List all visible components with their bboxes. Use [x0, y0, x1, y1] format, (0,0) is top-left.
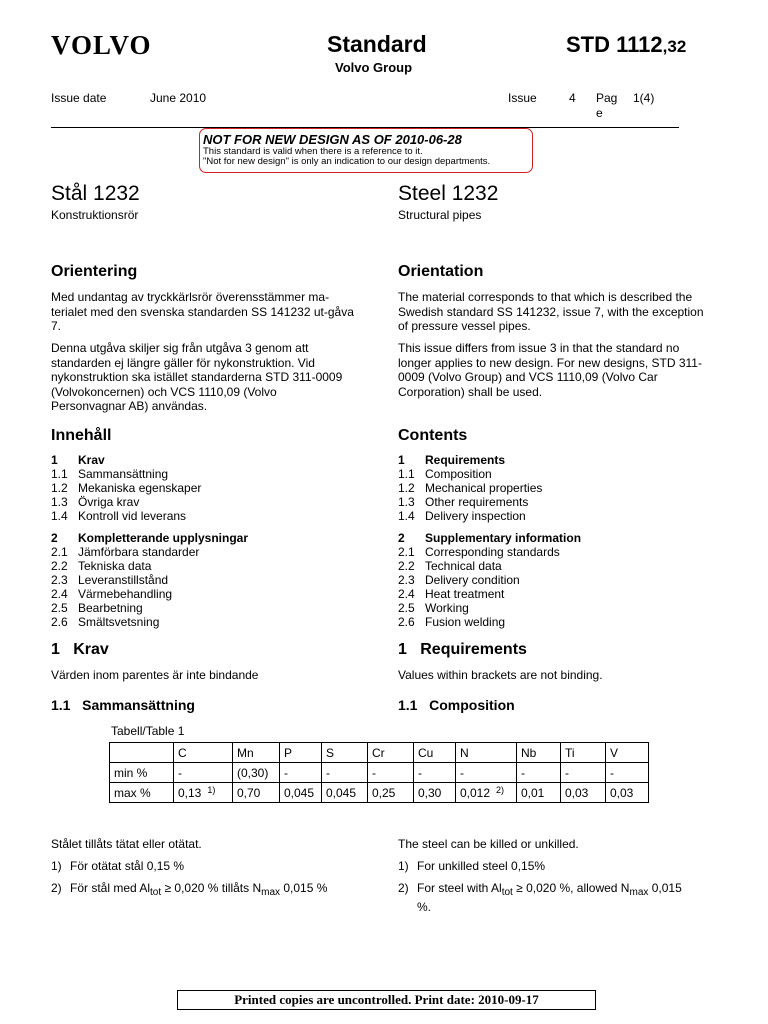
orientation-paragraph-1-en: The material corresponds to that which is described the Swedish standard SS 141232, issue 7, with the exception of pressure vessel pipes.	[398, 290, 704, 334]
toc-number: 1	[51, 453, 58, 467]
toc-item[interactable]	[51, 545, 248, 559]
toc-number: 1.4	[398, 509, 415, 523]
page-label	[596, 91, 617, 121]
title-en: Steel 1232	[398, 182, 499, 205]
toc-item[interactable]	[51, 559, 248, 573]
table-header-cell: P	[280, 743, 322, 763]
table-cell	[456, 783, 517, 803]
contents-heading-en: Contents	[398, 427, 468, 444]
composition-heading-sv: 1.1 Sammansättning	[51, 697, 195, 713]
toc-label: Mekaniska egenskaper	[78, 481, 202, 495]
page-value: 1(4)	[633, 91, 655, 105]
toc-label: Composition	[425, 467, 492, 481]
table-cell: 0,01	[517, 783, 561, 803]
toc-number: 2.1	[398, 545, 415, 559]
note-text-part: For steel with Al	[417, 881, 502, 895]
toc-label: Bearbetning	[78, 601, 143, 615]
toc-section-2-en	[398, 531, 581, 629]
subscript: max	[629, 887, 649, 898]
note-text-part: ≥ 0,020 %, allowed N	[512, 881, 630, 895]
toc-section-1-sv	[51, 453, 201, 523]
table-cell: -	[322, 763, 368, 783]
table-header-cell: N	[456, 743, 517, 763]
toc-label: Working	[425, 601, 469, 615]
toc-number: 2.6	[398, 615, 415, 629]
toc-label: Tekniska data	[78, 559, 152, 573]
note-number: 2)	[51, 881, 62, 895]
table-cell: 0,25	[368, 783, 414, 803]
table-header-row	[110, 743, 649, 763]
toc-label: Kontroll vid leverans	[78, 509, 187, 523]
toc-label: Jämförbara standarder	[78, 545, 200, 559]
toc-section-1-en	[398, 453, 542, 523]
note-text	[70, 881, 327, 900]
toc-section-2-sv	[51, 531, 248, 629]
toc-label: Requirements	[425, 453, 506, 467]
toc-label: Krav	[78, 453, 105, 467]
note-2-sv	[51, 881, 381, 900]
toc-item[interactable]	[398, 453, 542, 467]
composition-heading-en: 1.1 Composition	[398, 697, 515, 713]
notice-line-2: "Not for new design" is only an indication to our design departments.	[203, 156, 491, 167]
table-cell: -	[280, 763, 322, 783]
page-label-line1: Pag	[596, 91, 618, 105]
toc-number: 1.3	[398, 495, 415, 509]
print-footer: Printed copies are uncontrolled. Print date: 2010-09-17	[177, 990, 596, 1010]
requirements-text-sv: Värden inom parentes är inte bindande	[51, 668, 259, 682]
table-header-cell: Mn	[233, 743, 280, 763]
toc-label: Heat treatment	[425, 587, 505, 601]
toc-number: 1.2	[51, 481, 68, 495]
toc-label: Fusion welding	[425, 615, 506, 629]
toc-item[interactable]	[51, 531, 248, 545]
title-sv: Stål 1232	[51, 182, 140, 205]
requirements-text-en: Values within brackets are not binding.	[398, 668, 603, 682]
toc-item[interactable]	[398, 615, 581, 629]
standard-number	[566, 32, 686, 58]
table-cell: -	[456, 763, 517, 783]
toc-item[interactable]	[51, 481, 201, 495]
toc-item[interactable]	[398, 587, 581, 601]
subtitle-sv: Konstruktionsrör	[51, 208, 139, 222]
issue-date-value: June 2010	[150, 91, 207, 105]
toc-item[interactable]	[51, 573, 248, 587]
toc-number: 2.2	[51, 559, 68, 573]
toc-number: 1.3	[51, 495, 68, 509]
table-header-cell: C	[174, 743, 233, 763]
toc-label: Technical data	[425, 559, 502, 573]
table-header-cell: V	[606, 743, 649, 763]
table-cell: 0,30	[414, 783, 456, 803]
note-2-en	[398, 881, 683, 914]
table-header-cell: Cu	[414, 743, 456, 763]
note-text-part: 0,015 %	[280, 881, 328, 895]
table-header-cell	[110, 743, 174, 763]
notice-title: NOT FOR NEW DESIGN AS OF 2010-06-28	[203, 132, 462, 147]
note-text-part: 0,015 %.	[417, 881, 682, 914]
toc-number: 1.2	[398, 481, 415, 495]
toc-item[interactable]	[398, 531, 581, 545]
table-cell: -	[517, 763, 561, 783]
cell-value: 0,13	[178, 786, 202, 800]
toc-number: 2.3	[398, 573, 415, 587]
toc-item[interactable]	[398, 495, 542, 509]
toc-item[interactable]	[398, 467, 542, 481]
toc-number: 2.6	[51, 615, 68, 629]
note-text-part: För stål med Al	[70, 881, 151, 895]
not-for-new-design-notice	[199, 128, 533, 173]
toc-label: Sammansättning	[78, 467, 169, 481]
toc-number: 2.3	[51, 573, 68, 587]
requirements-heading-en: 1 Requirements	[398, 641, 527, 658]
table-cell: (0,30)	[233, 763, 280, 783]
orientation-paragraph-1-sv: Med undantag av tryckkärlsrör överensstämmer ma-terialet med den svenska standarden SS 141232 ut-gåva 7.	[51, 290, 354, 334]
toc-item[interactable]	[398, 481, 542, 495]
toc-item[interactable]	[51, 495, 201, 509]
toc-label: Supplementary information	[425, 531, 582, 545]
note-text: For unkilled steel 0,15%	[417, 859, 546, 873]
toc-number: 2	[51, 531, 58, 545]
document-type-subtitle: Volvo Group	[335, 60, 413, 75]
note-main-en: The steel can be killed or unkilled.	[398, 837, 579, 851]
toc-number: 1.4	[51, 509, 68, 523]
table-cell: 0,045	[322, 783, 368, 803]
orientation-heading-en: Orientation	[398, 263, 484, 280]
toc-number: 2.5	[51, 601, 68, 615]
table-header-cell: Cr	[368, 743, 414, 763]
note-number: 2)	[398, 881, 409, 895]
toc-label: Övriga krav	[78, 495, 140, 509]
contents-heading-sv: Innehåll	[51, 427, 112, 444]
issue-label: Issue	[508, 91, 537, 105]
toc-label: Leveranstillstånd	[78, 573, 169, 587]
toc-number: 2.4	[398, 587, 415, 601]
note-1-en	[398, 859, 545, 873]
toc-item[interactable]	[51, 587, 248, 601]
table-cell: -	[561, 763, 606, 783]
toc-label: Kompletterande upplysningar	[78, 531, 249, 545]
note-number: 1)	[51, 859, 62, 873]
row-label: max %	[110, 783, 174, 803]
table-header-cell: S	[322, 743, 368, 763]
toc-number: 2.1	[51, 545, 68, 559]
toc-number: 2.4	[51, 587, 68, 601]
toc-label: Delivery inspection	[425, 509, 526, 523]
table-cell: 0,045	[280, 783, 322, 803]
toc-label: Smältsvetsning	[78, 615, 160, 629]
table-row	[110, 783, 649, 803]
notice-line-1: This standard is valid when there is a reference to it.	[203, 146, 423, 157]
orientation-paragraph-2-sv: Denna utgåva skiljer sig från utgåva 3 genom att standarden ej längre gäller för nykonstruktion. Vid nykonstruktion ska istället standarderna STD 311-0009 (Volvokoncernen) och VCS 1110,09 (Volvo Personvagnar AB) användas.	[51, 341, 343, 414]
table-header-cell: Nb	[517, 743, 561, 763]
toc-item[interactable]	[51, 615, 248, 629]
toc-label: Mechanical properties	[425, 481, 543, 495]
table-cell: 0,03	[606, 783, 649, 803]
cell-value: 0,012	[460, 786, 491, 800]
toc-label: Delivery condition	[425, 573, 520, 587]
table-cell: 0,70	[233, 783, 280, 803]
note-main-sv: Stålet tillåts tätat eller otätat.	[51, 837, 202, 851]
toc-number: 2	[398, 531, 405, 545]
subscript: tot	[501, 887, 513, 898]
toc-item[interactable]	[398, 601, 581, 615]
table-cell: 0,03	[561, 783, 606, 803]
page-label-line2: e	[596, 106, 603, 120]
note-text-part: ≥ 0,020 % tillåts N	[161, 881, 262, 895]
toc-label: Värmebehandling	[78, 587, 173, 601]
issue-value: 4	[569, 91, 576, 105]
volvo-logo: VOLVO	[51, 30, 152, 60]
footnote-ref-2[interactable]: 2)	[496, 785, 505, 795]
toc-item[interactable]	[51, 509, 201, 523]
orientation-heading-sv: Orientering	[51, 263, 138, 280]
toc-item[interactable]	[398, 545, 581, 559]
table-caption: Tabell/Table 1	[111, 724, 185, 738]
toc-number: 2.2	[398, 559, 415, 573]
toc-number: 1.1	[51, 467, 68, 481]
note-1-sv	[51, 859, 184, 873]
subscript: max	[261, 887, 281, 898]
orientation-paragraph-2-en: This issue differs from issue 3 in that the standard no longer applies to new design. For new designs, STD 311-0009 (Volvo Group) and VCS 1110,09 (Volvo Car Corporation) shall be used.	[398, 341, 702, 399]
issue-date-label: Issue date	[51, 91, 107, 105]
subtitle-en: Structural pipes	[398, 208, 482, 222]
toc-number: 2.5	[398, 601, 415, 615]
toc-item[interactable]	[51, 453, 201, 467]
table-cell: -	[414, 763, 456, 783]
toc-item[interactable]	[398, 573, 581, 587]
table-cell	[174, 783, 233, 803]
table-cell: -	[368, 763, 414, 783]
note-text: För otätat stål 0,15 %	[70, 859, 185, 873]
standard-number-main: STD 1112	[566, 32, 663, 57]
table-row	[110, 763, 649, 783]
toc-label: Corresponding standards	[425, 545, 560, 559]
row-label: min %	[110, 763, 174, 783]
document-type-title: Standard	[327, 31, 427, 57]
subscript: tot	[150, 887, 162, 898]
table-cell: -	[606, 763, 649, 783]
toc-item[interactable]	[51, 467, 201, 481]
footnote-ref-1[interactable]: 1)	[207, 785, 216, 795]
toc-item[interactable]	[398, 559, 581, 573]
standard-number-suffix: ,32	[662, 37, 687, 56]
table-header-cell: Ti	[561, 743, 606, 763]
toc-item[interactable]	[398, 509, 542, 523]
requirements-heading-sv: 1 Krav	[51, 641, 109, 658]
toc-number: 1.1	[398, 467, 415, 481]
toc-item[interactable]	[51, 601, 248, 615]
toc-number: 1	[398, 453, 405, 467]
table-cell: -	[174, 763, 233, 783]
note-text	[417, 881, 683, 914]
composition-table	[109, 742, 649, 803]
note-number: 1)	[398, 859, 409, 873]
toc-label: Other requirements	[425, 495, 529, 509]
